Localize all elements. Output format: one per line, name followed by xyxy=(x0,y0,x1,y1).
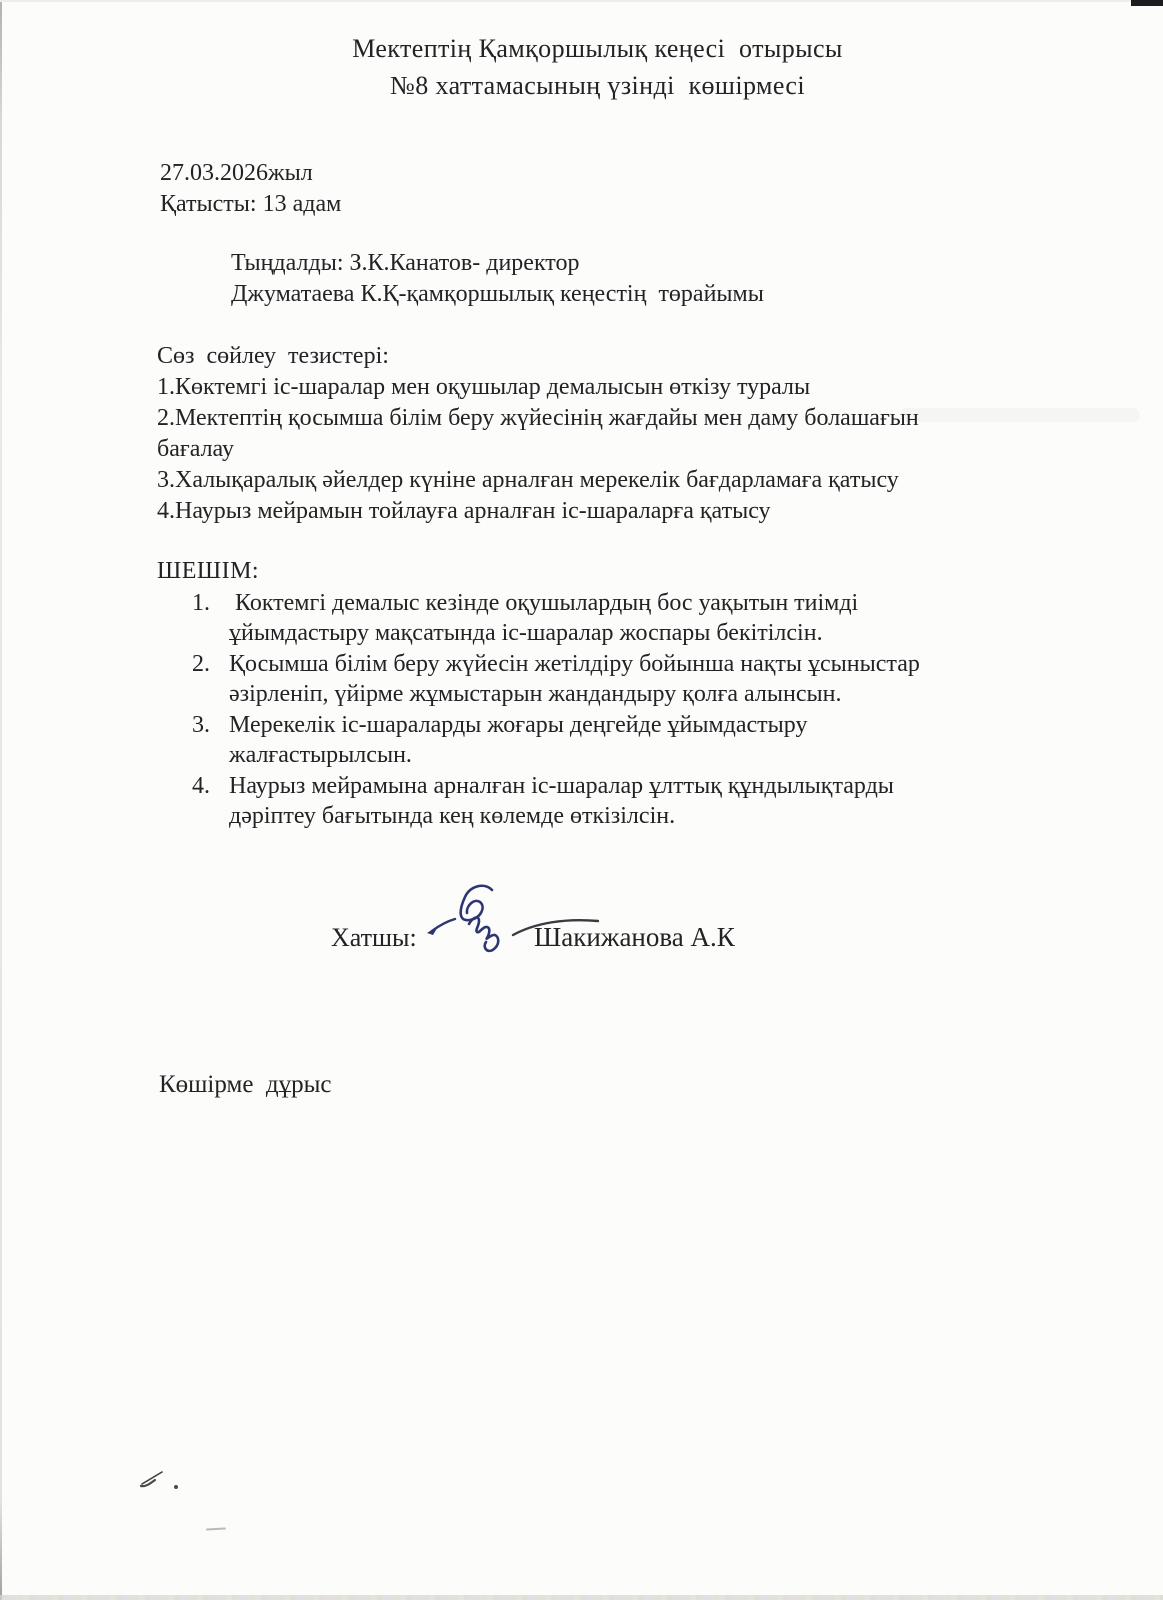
decision-item-number: 1. xyxy=(192,590,210,616)
heard-line-2: Джуматаева К.Қ-қамқоршылық кеңестің төрайымы xyxy=(231,281,764,307)
title-line-1: Мектептің Қамқоршылық кеңесі отырысы xyxy=(352,34,843,63)
decision-item-text: Наурыз мейрамына арналған іс-шаралар ұлттық құндылықтарды дәріптеу бағытында кең көлемде өткізілсін. xyxy=(229,773,894,829)
decision-item-text: Коктемгі демалыс кезінде оқушылардың бос уақытын тиімді ұйымдастыру мақсатында іс-шаралар жоспары бекітілсін. xyxy=(229,590,859,646)
scan-top-edge-artifact xyxy=(0,0,1163,2)
meeting-meta xyxy=(160,158,341,220)
decision-heading: ШЕШІМ: xyxy=(157,558,260,584)
ink-dot xyxy=(174,1485,178,1489)
decision-item-number: 3. xyxy=(192,712,210,738)
decision-item xyxy=(192,771,920,831)
meeting-date: 27.03.2026жыл xyxy=(160,160,313,186)
scan-bottom-edge-artifact xyxy=(0,1595,1163,1600)
agenda-item: 4.Наурыз мейрамын тойлауға арналған іс-шараларға қатысу xyxy=(157,498,771,524)
document-title xyxy=(0,30,1163,104)
agenda-item-continuation: бағалау xyxy=(157,436,234,462)
decision-list xyxy=(192,588,920,832)
ink-speck xyxy=(139,1468,169,1490)
scan-left-edge-artifact xyxy=(0,0,2,1600)
agenda-section xyxy=(157,341,919,527)
heard-section xyxy=(231,248,764,310)
attendance-count: Қатысты: 13 адам xyxy=(160,191,342,217)
faint-mark xyxy=(206,1527,226,1530)
scan-corner-black-mark xyxy=(1131,0,1163,6)
decision-item-text: Мерекелік іс-шараларды жоғары деңгейде ұйымдастыру жалғастырылсын. xyxy=(229,712,808,768)
copy-certification-note: Көшірме дұрыс xyxy=(159,1071,332,1098)
heard-line-1: Тыңдалды: З.К.Канатов- директор xyxy=(231,250,580,276)
agenda-item: 3.Халықаралық әйелдер күніне арналған мерекелік бағдарламаға қатысу xyxy=(157,467,899,493)
title-line-2: №8 хаттамасының үзінді көшірмесі xyxy=(390,71,805,100)
agenda-heading: Сөз сөйлеу тезистері: xyxy=(157,343,389,369)
decision-item-text: Қосымша білім беру жүйесін жетілдіру бойынша нақты ұсыныстар әзірленіп, үйірме жұмыстарын жандандыру қолға алынсын. xyxy=(229,651,920,707)
secretary-label: Хатшы: xyxy=(331,923,417,952)
agenda-item: 2.Мектептің қосымша білім беру жүйесінің жағдайы мен даму болашағын xyxy=(157,405,919,431)
decision-item-number: 4. xyxy=(192,773,210,799)
decision-item xyxy=(192,588,920,648)
scan-smudge xyxy=(900,408,1140,422)
decision-item xyxy=(192,710,920,770)
agenda-item: 1.Көктемгі іс-шаралар мен оқушылар демалысын өткізу туралы xyxy=(157,374,811,400)
decision-item-number: 2. xyxy=(192,651,210,677)
secretary-name: Шакижанова А.К xyxy=(534,922,735,952)
decision-item xyxy=(192,649,920,709)
